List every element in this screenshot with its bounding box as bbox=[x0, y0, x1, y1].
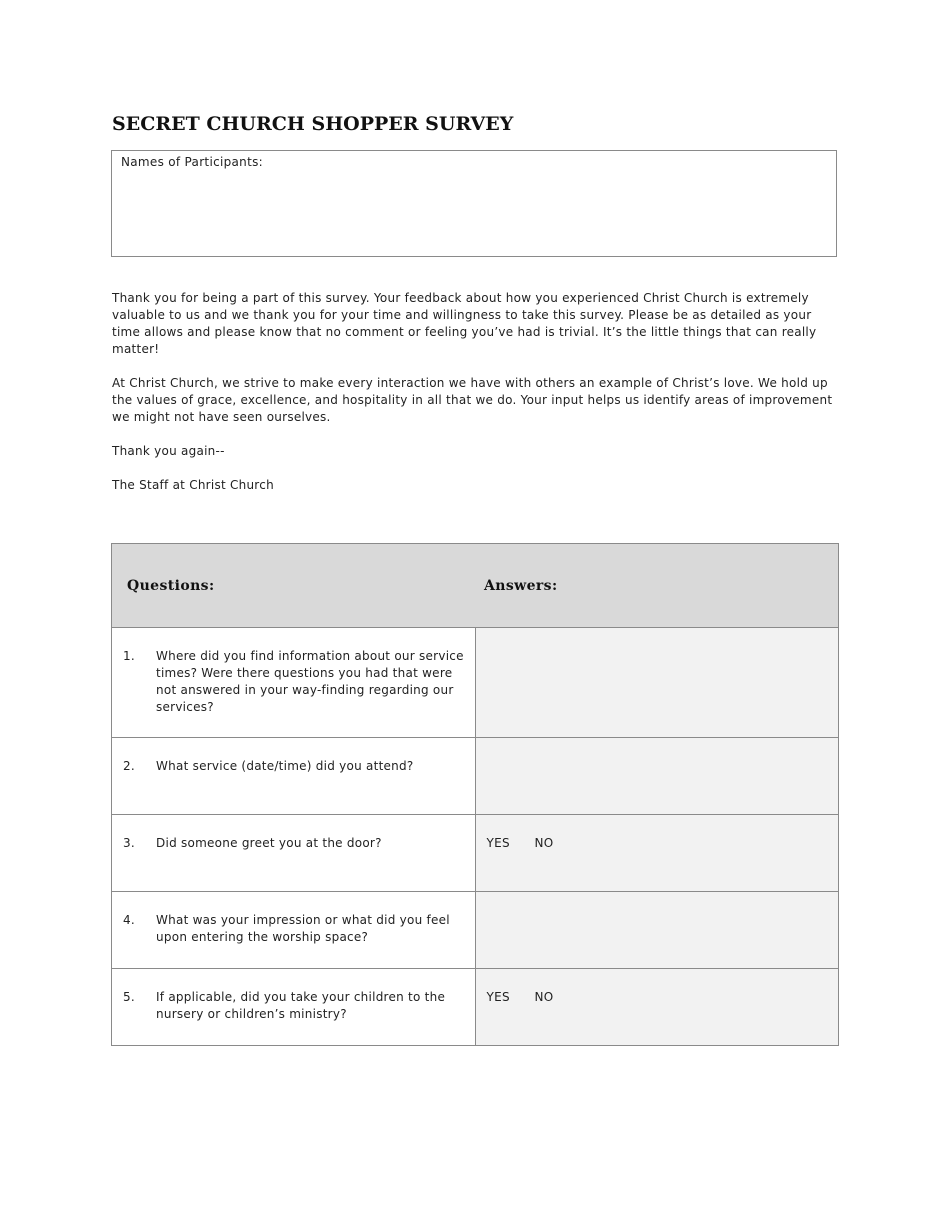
yes-option[interactable]: YES bbox=[486, 990, 510, 1004]
table-header-row bbox=[112, 544, 839, 628]
page-title: SECRET CHURCH SHOPPER SURVEY bbox=[112, 113, 514, 135]
table-row bbox=[112, 815, 839, 892]
question-text: Did someone greet you at the door? bbox=[156, 836, 382, 850]
answer-cell[interactable] bbox=[475, 738, 839, 815]
question-cell bbox=[112, 738, 476, 815]
survey-table bbox=[111, 543, 839, 1046]
question-number: 5. bbox=[123, 990, 135, 1004]
answers-header: Answers: bbox=[475, 544, 839, 628]
question-number: 2. bbox=[123, 759, 135, 773]
yes-option[interactable]: YES bbox=[486, 836, 510, 850]
answer-cell[interactable] bbox=[475, 815, 839, 892]
intro-closing: Thank you again-- bbox=[112, 444, 225, 458]
question-number: 1. bbox=[123, 649, 135, 663]
question-number: 4. bbox=[123, 913, 135, 927]
intro-paragraph-2: At Christ Church, we strive to make every interaction we have with others an example of Christ’s love. We hold up the values of grace, excellence, and hospitality in all that we do. Your input helps us identify areas of improvement we might not have seen ourselves. bbox=[112, 376, 833, 424]
question-cell bbox=[112, 815, 476, 892]
question-text: Where did you find information about our service times? Were there questions you had that were not answered in your way-finding regarding our services? bbox=[156, 649, 464, 714]
intro-section bbox=[112, 290, 842, 511]
participants-label: Names of Participants: bbox=[121, 155, 263, 169]
no-option[interactable]: NO bbox=[534, 836, 554, 850]
question-text: What service (date/time) did you attend? bbox=[156, 759, 414, 773]
table-row bbox=[112, 628, 839, 738]
table-row bbox=[112, 969, 839, 1046]
question-text: If applicable, did you take your children to the nursery or children’s ministry? bbox=[156, 990, 446, 1021]
question-cell bbox=[112, 892, 476, 969]
question-number: 3. bbox=[123, 836, 135, 850]
no-option[interactable]: NO bbox=[534, 990, 554, 1004]
participants-field[interactable] bbox=[111, 150, 837, 257]
table-row bbox=[112, 738, 839, 815]
table-row bbox=[112, 892, 839, 969]
question-text: What was your impression or what did you feel upon entering the worship space? bbox=[156, 913, 450, 944]
intro-paragraph-1: Thank you for being a part of this survey. Your feedback about how you experienced Christ Church is extremely valuable to us and we thank you for your time and willingness to take this survey. Please be as detailed as your time allows and please know that no comment or feeling you’ve had is trivial. It’s the little things that can really matter! bbox=[112, 291, 817, 356]
question-cell bbox=[112, 628, 476, 738]
answer-cell[interactable] bbox=[475, 892, 839, 969]
intro-signature: The Staff at Christ Church bbox=[112, 478, 274, 492]
questions-header: Questions: bbox=[112, 544, 476, 628]
answer-cell[interactable] bbox=[475, 969, 839, 1046]
question-cell bbox=[112, 969, 476, 1046]
answer-cell[interactable] bbox=[475, 628, 839, 738]
